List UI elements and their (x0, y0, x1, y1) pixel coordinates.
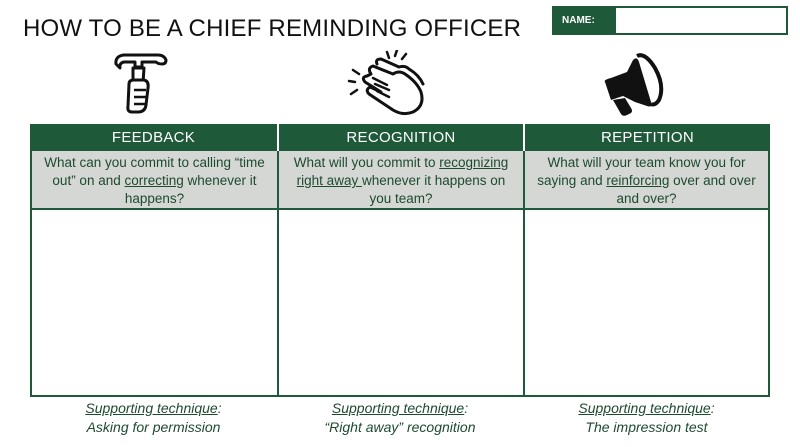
answer-area-recognition (277, 210, 523, 397)
technique-repetition: Supporting technique: The impression test (578, 400, 715, 435)
question-emphasis: correcting (124, 173, 184, 188)
technique-name: Asking for permission (86, 419, 221, 435)
name-field (552, 6, 788, 35)
name-input[interactable] (616, 8, 786, 33)
technique-link[interactable]: Supporting technique (85, 400, 218, 416)
question-emphasis: reinforcing (606, 173, 670, 188)
technique-name: “Right away” recognition (324, 419, 476, 435)
clapping-hands-icon (347, 50, 429, 118)
column-heading-recognition: RECOGNITION (277, 124, 523, 151)
technique-recognition: Supporting technique: “Right away” recognition (324, 400, 476, 435)
column-question-recognition: What will you commit to recognizing right away whenever it happens on you team? (277, 151, 523, 210)
name-label: NAME: (554, 8, 616, 33)
column-repetition (523, 124, 770, 397)
answer-area-feedback (30, 210, 277, 397)
technique-link[interactable]: Supporting technique (578, 400, 711, 416)
technique-feedback: Supporting technique: Asking for permission (85, 400, 222, 435)
supporting-techniques (30, 399, 770, 437)
column-feedback (30, 124, 277, 397)
column-question-repetition: What will your team know you for saying and reinforcing over and over and over? (523, 151, 770, 210)
question-emphasis: recognizing right away (296, 155, 509, 188)
column-recognition (277, 124, 523, 397)
column-heading-feedback: FEEDBACK (30, 124, 277, 151)
commitment-table (30, 124, 770, 397)
answer-input-repetition[interactable] (525, 210, 768, 395)
answer-area-repetition (523, 210, 770, 397)
megaphone-icon (601, 50, 667, 118)
column-heading-repetition: REPETITION (523, 124, 770, 151)
hammer-icon (112, 52, 168, 116)
page-title: HOW TO BE A CHIEF REMINDING OFFICER (23, 15, 522, 42)
column-question-feedback: What can you commit to calling “time out” on and correcting whenever it happens? (30, 151, 277, 210)
answer-input-feedback[interactable] (32, 210, 277, 395)
technique-link[interactable]: Supporting technique (331, 400, 465, 416)
technique-name: The impression test (585, 419, 708, 435)
answer-input-recognition[interactable] (279, 210, 523, 395)
